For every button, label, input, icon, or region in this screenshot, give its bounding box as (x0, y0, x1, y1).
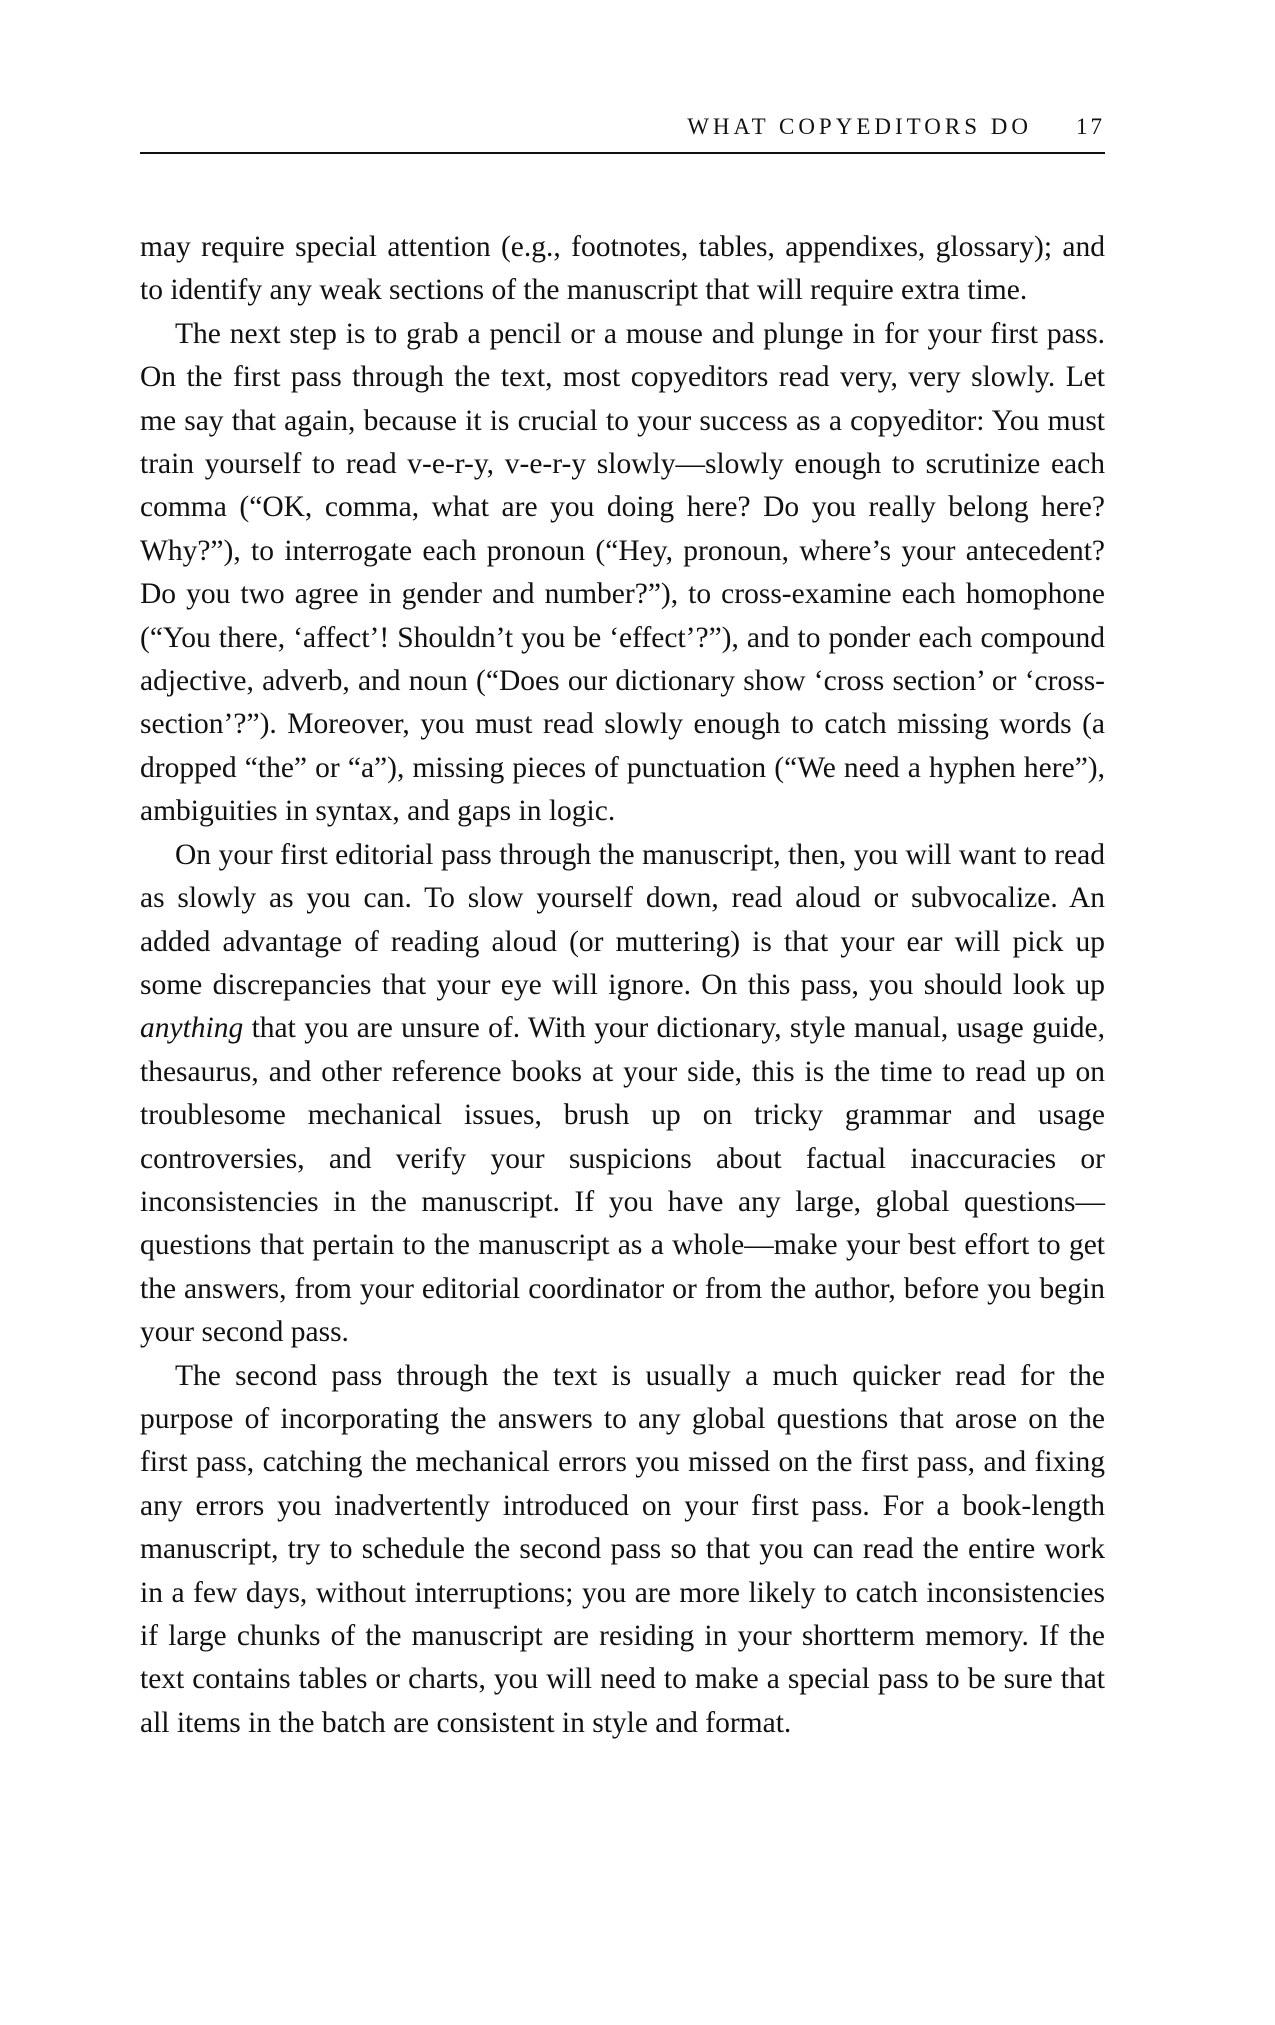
running-head (140, 112, 1105, 152)
paragraph-3-text-start: On your first editorial pass through the manuscript, then, you will want to read as slowly as you can. To slow yourself down, read aloud or subvocalize. An added advantage of reading aloud (or muttering) is that your ear will pick up some discrepancies that your eye will ignore. On this pass, you should look up (140, 838, 1105, 1001)
paragraph-1: may require special attention (e.g., footnotes, tables, appendixes, glossary); and to identify any weak sections of the manuscript that will require extra time. (140, 231, 1105, 307)
body-text (140, 226, 1105, 1745)
paragraph-3 (140, 834, 1105, 1355)
emphasis-anything: anything (140, 1012, 244, 1045)
book-page (140, 0, 1105, 2025)
page-number: 17 (1076, 114, 1105, 139)
paragraph-2: The next step is to grab a pencil or a mouse and plunge in for your first pass. On the first pass through the text, most copyeditors read very, very slowly. Let me say that again, because it is crucial to your success as a copyeditor: You must train yourself to read v-e-r-y, v-e-r-y slowly—slowly enough to scrutinize each comma (“OK, comma, what are you doing here? Do you really belong here? Why?”), to interrogate each pronoun (“Hey, pronoun, where’s your antecedent? Do you two agree in gender and number?”), to cross-examine each homophone (“You there, ‘affect’! Shouldn’t you be ‘effect’?”), and to ponder each compound adjective, adverb, and noun (“Does our dictionary show ‘cross section’ or ‘cross-section’?”). Moreover, you must read slowly enough to catch missing words (a dropped “the” or “a”), missing pieces of punctuation (“We need a hyphen here”), ambiguities in syntax, and gaps in logic. (140, 317, 1105, 828)
paragraph-3-text-end: that you are unsure of. With your dictionary, style manual, usage guide, thesaurus, and other reference books at your side, this is the time to read up on troublesome mechanical issues, brush up on tricky grammar and usage controversies, and verify your suspicions about factual inaccuracies or inconsistencies in the manuscript. If you have any large, global questions—questions that pertain to the manuscript as a whole—make your best effort to get the answers, from your editorial coordinator or from the author, before you begin your second pass. (140, 1012, 1105, 1349)
running-head-title: WHAT COPYEDITORS DO (687, 114, 1032, 139)
header-rule (140, 152, 1105, 154)
paragraph-4: The second pass through the text is usually a much quicker read for the purpose of incorporating the answers to any global questions that arose on the first pass, catching the mechanical errors you missed on the first pass, and fixing any errors you inadvertently introduced on your first pass. For a book-length manuscript, try to schedule the second pass so that you can read the entire work in a few days, without interruptions; you are more likely to catch inconsistencies if large chunks of the manuscript are residing in your shortterm memory. If the text contains tables or charts, you will need to make a special pass to be sure that all items in the batch are consistent in style and format. (140, 1359, 1105, 1739)
